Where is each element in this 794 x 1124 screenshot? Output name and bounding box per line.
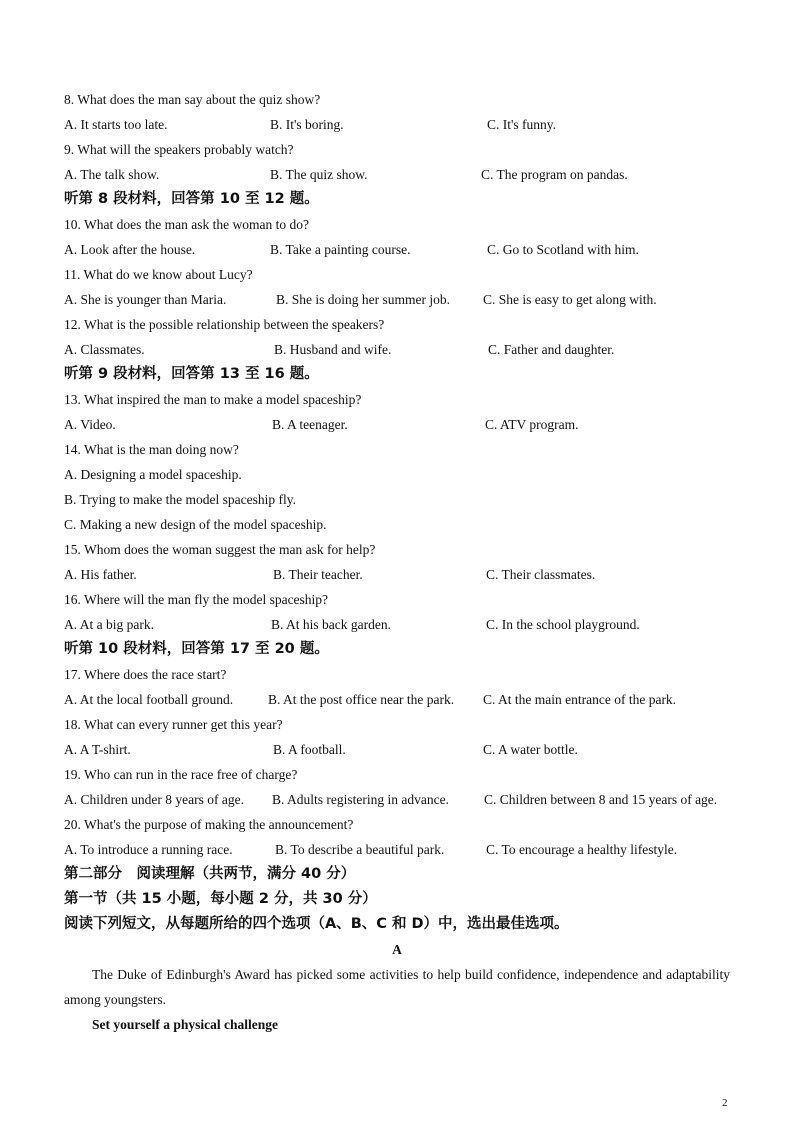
reading-instruction: 阅读下列短文，从每题所给的四个选项（A、B、C 和 D）中，选出最佳选项。 <box>64 916 569 932</box>
passage-paragraph: The Duke of Edinburgh's Award has picked some activities to help build confidence, independence and adaptability among youngsters. <box>64 967 730 1007</box>
question-20-option-b: B. To describe a beautiful park. <box>275 842 445 857</box>
question-8-option-c: C. It's funny. <box>487 117 557 132</box>
question-16-option-a: A. At a big park. <box>64 617 154 632</box>
question-13-option-c: C. ATV program. <box>485 417 579 432</box>
page-number: 2 <box>722 1097 728 1109</box>
question-18-option-c: C. A water bottle. <box>483 742 578 757</box>
question-16-option-c: C. In the school playground. <box>486 617 640 632</box>
question-10-option-a: A. Look after the house. <box>64 242 196 257</box>
question-10-stem: 10. What does the man ask the woman to do? <box>64 217 309 232</box>
question-13-stem: 13. What inspired the man to make a model spaceship? <box>64 392 362 407</box>
question-19-option-c: C. Children between 8 and 15 years of age. <box>484 792 718 807</box>
section-1-heading: 第一节（共 15 小题，每小题 2 分，共 30 分） <box>64 891 377 907</box>
question-10-option-c: C. Go to Scotland with him. <box>487 242 639 257</box>
question-12-option-c: C. Father and daughter. <box>488 342 615 357</box>
question-16-option-b: B. At his back garden. <box>271 617 391 632</box>
question-20-option-c: C. To encourage a healthy lifestyle. <box>486 842 678 857</box>
question-10-option-b: B. Take a painting course. <box>270 242 411 257</box>
question-17-option-c: C. At the main entrance of the park. <box>483 692 677 707</box>
question-9-option-a: A. The talk show. <box>64 167 160 182</box>
question-19-option-a: A. Children under 8 years of age. <box>64 792 244 807</box>
question-9-option-b: B. The quiz show. <box>270 167 368 182</box>
question-11-stem: 11. What do we know about Lucy? <box>64 267 253 282</box>
section-heading-9: 听第 9 段材料，回答第 13 至 16 题。 <box>64 366 319 382</box>
question-20-option-a: A. To introduce a running race. <box>64 842 233 857</box>
question-19-stem: 19. Who can run in the race free of charge? <box>64 767 298 782</box>
question-14-option-b: B. Trying to make the model spaceship fly. <box>64 492 296 507</box>
question-20-stem: 20. What's the purpose of making the announcement? <box>64 817 354 832</box>
question-11-option-b: B. She is doing her summer job. <box>276 292 450 307</box>
question-9-stem: 9. What will the speakers probably watch? <box>64 142 294 157</box>
question-11-option-a: A. She is younger than Maria. <box>64 292 227 307</box>
question-14-option-a: A. Designing a model spaceship. <box>64 467 242 482</box>
question-12-option-b: B. Husband and wife. <box>274 342 392 357</box>
passage-subheading: Set yourself a physical challenge <box>92 1017 278 1032</box>
question-17-option-b: B. At the post office near the park. <box>268 692 455 707</box>
question-13-option-b: B. A teenager. <box>272 417 348 432</box>
question-13-option-a: A. Video. <box>64 417 116 432</box>
question-17-option-a: A. At the local football ground. <box>64 692 234 707</box>
question-8-option-b: B. It's boring. <box>270 117 344 132</box>
section-heading-10: 听第 10 段材料，回答第 17 至 20 题。 <box>64 641 329 657</box>
question-14-stem: 14. What is the man doing now? <box>64 442 239 457</box>
question-8-stem: 8. What does the man say about the quiz show? <box>64 92 321 107</box>
question-19-option-b: B. Adults registering in advance. <box>272 792 449 807</box>
passage-label: A <box>392 942 402 957</box>
question-16-stem: 16. Where will the man fly the model spaceship? <box>64 592 329 607</box>
question-17-stem: 17. Where does the race start? <box>64 667 227 682</box>
part-2-heading: 第二部分 阅读理解（共两节，满分 40 分） <box>64 866 356 882</box>
question-15-option-c: C. Their classmates. <box>486 567 596 582</box>
question-12-option-a: A. Classmates. <box>64 342 145 357</box>
question-9-option-c: C. The program on pandas. <box>481 167 628 182</box>
question-15-option-a: A. His father. <box>64 567 137 582</box>
question-18-option-a: A. A T-shirt. <box>64 742 131 757</box>
question-12-stem: 12. What is the possible relationship between the speakers? <box>64 317 385 332</box>
question-15-option-b: B. Their teacher. <box>273 567 363 582</box>
question-18-option-b: B. A football. <box>273 742 346 757</box>
question-8-option-a: A. It starts too late. <box>64 117 168 132</box>
section-heading-8: 听第 8 段材料，回答第 10 至 12 题。 <box>64 191 319 207</box>
question-11-option-c: C. She is easy to get along with. <box>483 292 657 307</box>
question-15-stem: 15. Whom does the woman suggest the man ask for help? <box>64 542 376 557</box>
question-18-stem: 18. What can every runner get this year? <box>64 717 283 732</box>
question-14-option-c: C. Making a new design of the model spaceship. <box>64 517 327 532</box>
